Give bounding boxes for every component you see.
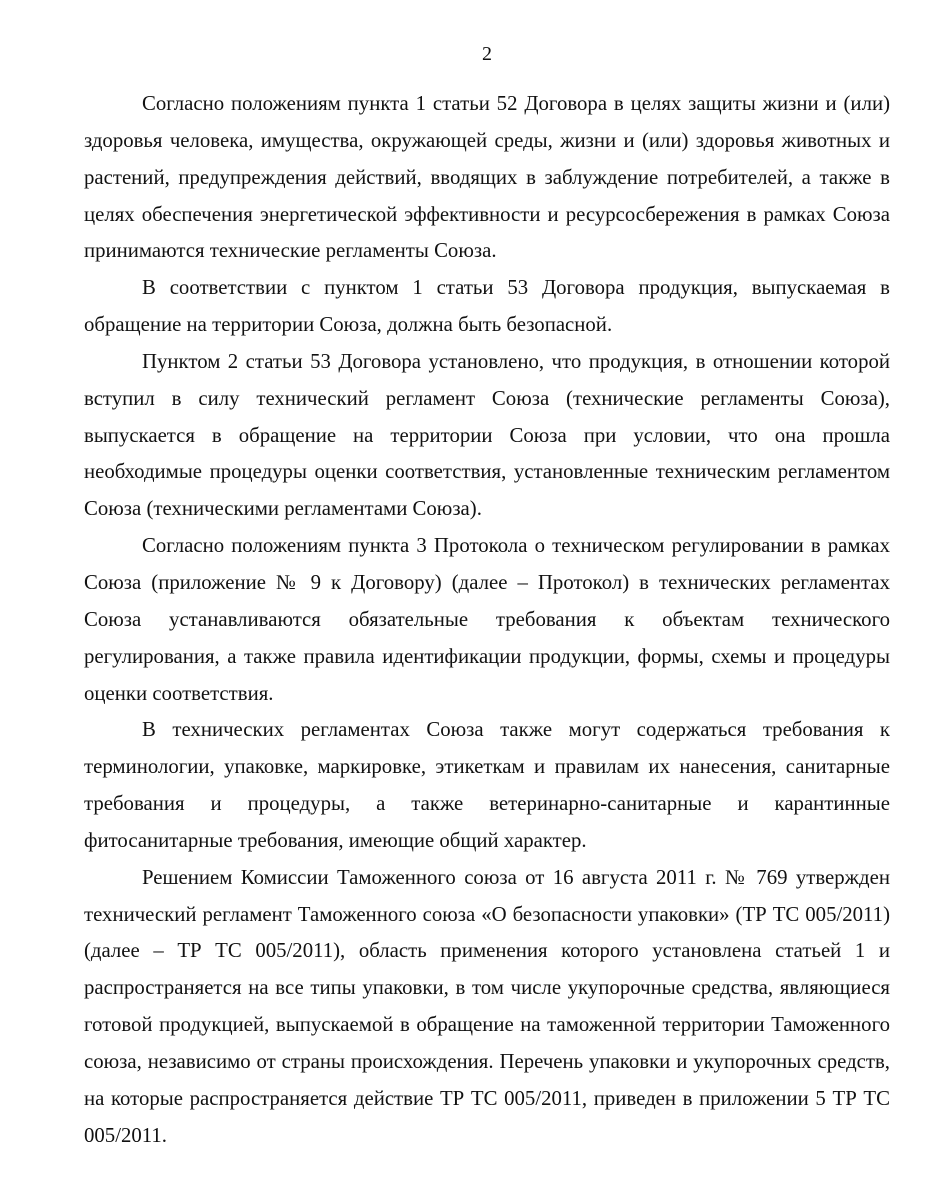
paragraph-article-52: Согласно положениям пункта 1 статьи 52 Договора в целях защиты жизни и (или) здоровья человека, имущества, окружающей среды, жизни и (или) здоровья животных и растений, предупреждения действий, вводящих в заблуждение потребителей, а также в целях обеспечения энергетической эффективности и ресурсосбережения в рамках Союза принимаются технические регламенты Союза. [84, 92, 890, 263]
page-number: 2 [482, 43, 492, 65]
document-body [84, 86, 890, 1154]
paragraph-article-53-point-1: В соответствии с пунктом 1 статьи 53 Договора продукция, выпускаемая в обращение на территории Союза, должна быть безопасной. [84, 276, 890, 337]
paragraph-additional-requirements: В технических регламентах Союза также могут содержаться требования к терминологии, упаковке, маркировке, этикеткам и правилам их нанесения, санитарные требования и процедуры, а также ветеринарно-санитарные и карантинные фитосанитарные требования, имеющие общий характер. [84, 718, 890, 852]
paragraph-article-53-point-2: Пунктом 2 статьи 53 Договора установлено, что продукция, в отношении которой вступил в силу технический регламент Союза (технические регламенты Союза), выпускается в обращение на территории Союза при условии, что она прошла необходимые процедуры оценки соответствия, установленные техническим регламентом Союза (техническими регламентами Союза). [84, 349, 890, 521]
paragraph-protocol-point-3: Согласно положениям пункта 3 Протокола о техническом регулировании в рамках Союза (приложение № 9 к Договору) (далее – Протокол) в технических регламентах Союза устанавливаются обязательные требования к объектам технического регулирования, а также правила идентификации продукции, формы, схемы и процедуры оценки соответствия. [84, 534, 890, 705]
paragraph-commission-decision: Решением Комиссии Таможенного союза от 16 августа 2011 г. № 769 утвержден технический регламент Таможенного союза «О безопасности упаковки» (ТР ТС 005/2011) (далее – ТР ТС 005/2011), область применения которого установлена статьей 1 и распространяется на все типы упаковки, в том числе укупорочные средства, являющиеся готовой продукцией, выпускаемой в обращение на таможенной территории Таможенного союза, независимо от страны происхождения. Перечень упаковки и укупорочных средств, на которые распространяется действие ТР ТС 005/2011, приведен в приложении 5 ТР ТС 005/2011. [84, 865, 890, 1147]
